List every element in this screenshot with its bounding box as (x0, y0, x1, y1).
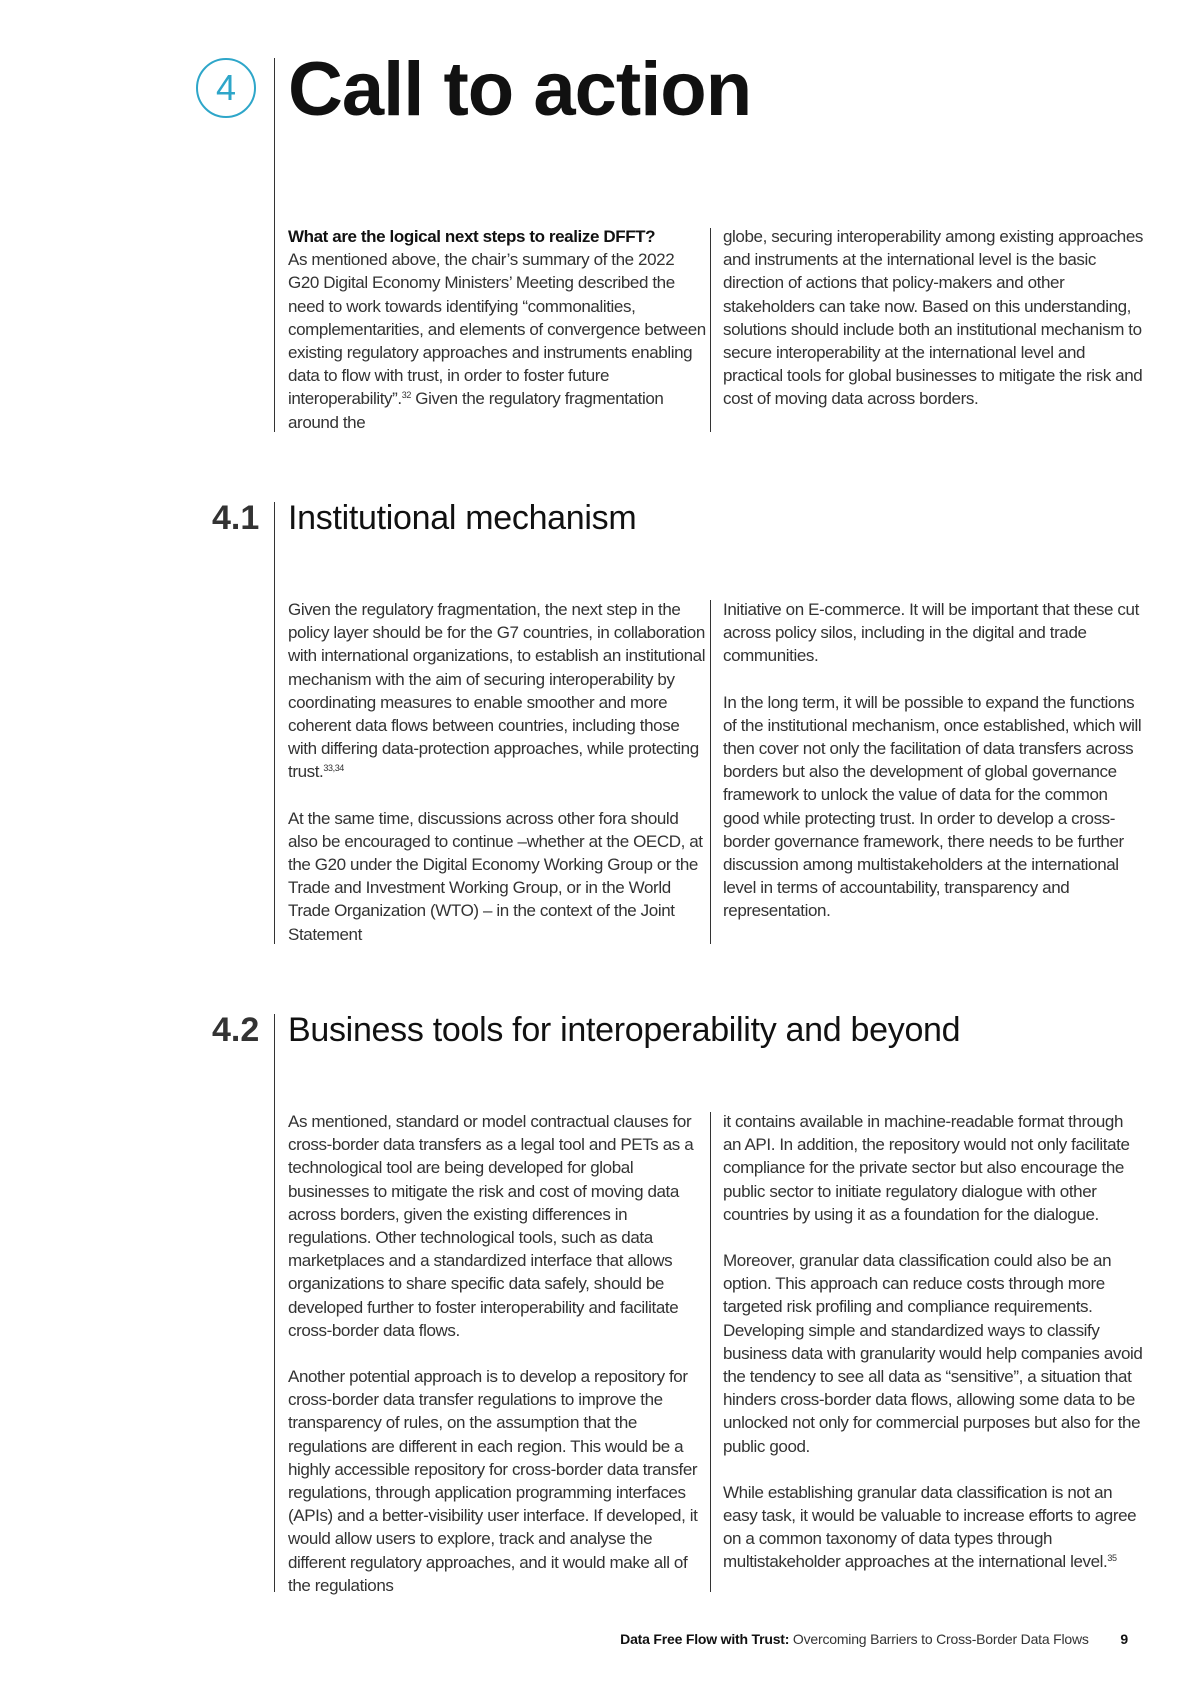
section1-paragraph-4: In the long term, it will be possible to expand the functions of the institutional mechanism, once established, which will then cover not only the facilitation of data transfers across borders but also the development of global governance framework to unlock the value of data for the common good while protecting trust. In order to develop a cross-border governance framework, there needs to be further discussion among multistakeholders at the international level in terms of accountability, transparency and representation. (723, 692, 1142, 921)
section2-paragraph-2: Another potential approach is to develop a repository for cross-border data transfer regulations to improve the transparency of rules, on the assumption that the regulations are different in each region. This would be a highly accessible repository for cross-border data transfer regulations, through application programming interfaces (APIs) and a better-visibility user interface. If developed, it would allow users to explore, track and analyse the different regulatory approaches, and it would make all of the regulations (288, 1367, 698, 1595)
footnote-ref: 35 (1107, 1553, 1117, 1564)
section1-right-column (723, 598, 1143, 923)
page-footer (620, 1631, 1128, 1647)
section2-right-column (723, 1110, 1143, 1574)
section2-paragraph-5: While establishing granular data classification is not an easy task, it would be valuable to increase efforts to agree on a common taxonomy of data types through multistakeholder approaches at the international level. (723, 1482, 1137, 1572)
column-divider (710, 228, 711, 432)
section-number: 4.1 (212, 499, 260, 537)
chapter-intro-text: As mentioned above, the chair’s summary of the 2022 G20 Digital Economy Ministers’ Meeting described the need to work towards identifying “commonalities, complementarities, and elements of convergence between existing regulatory approaches and instruments enabling data to flow with trust, in order to foster future interoperability”. (288, 250, 706, 409)
chapter-intro-left-column (288, 225, 708, 434)
section2-left-column (288, 1110, 708, 1597)
column-divider (710, 1112, 711, 1592)
section-title: Business tools for interoperability and beyond (288, 1011, 961, 1049)
footer-report-subtitle: Overcoming Barriers to Cross-Border Data Flows (792, 1631, 1089, 1647)
section-divider (274, 1014, 275, 1592)
chapter-question: What are the logical next steps to realize DFFT? (288, 227, 656, 246)
chapter-intro-tail: Given the regulatory fragmentation around the (288, 389, 664, 432)
footer-report-title: Data Free Flow with Trust: (620, 1631, 790, 1647)
page-number: 9 (1120, 1631, 1128, 1647)
column-divider (710, 600, 711, 944)
section-number: 4.2 (212, 1011, 260, 1049)
section2-paragraph-4: Moreover, granular data classification could also be an option. This approach can reduce costs through more targeted risk profiling and compliance requirements. Developing simple and standardized ways to classify business data with granularity would help companies avoid the tendency to see all data as “sensitive”, a situation that hinders cross-border data flows, allowing some data to be unlocked not only for commercial purposes but also for the public good. (723, 1251, 1143, 1456)
chapter-divider (274, 58, 275, 432)
section2-paragraph-3: it contains available in machine-readable format through an API. In addition, the repository would not only facilitate compliance for the private sector but also encourage the public sector to initiate regulatory dialogue with other countries by using it as a foundation for the dialogue. (723, 1112, 1130, 1224)
footnote-ref: 32 (401, 390, 411, 401)
chapter-number-badge: 4 (196, 58, 256, 118)
section-divider (274, 502, 275, 944)
section1-paragraph-2: At the same time, discussions across other fora should also be encouraged to continue –whether at the OECD, at the G20 under the Digital Economy Working Group or the Trade and Investment Working Group, or in the World Trade Organization (WTO) – in the context of the Joint Statement (288, 808, 703, 944)
footnote-ref: 33,34 (323, 763, 344, 774)
section1-paragraph-3: Initiative on E-commerce. It will be important that these cut across policy silos, including in the digital and trade communities. (723, 600, 1139, 666)
chapter-intro-continued: globe, securing interoperability among existing approaches and instruments at the international level is the basic direction of actions that policy-makers and other stakeholders can take now. Based on this understanding, solutions should include both an institutional mechanism to secure interoperability at the international level and practical tools for global businesses to mitigate the risk and cost of moving data across borders. (723, 227, 1144, 409)
section2-paragraph-1: As mentioned, standard or model contractual clauses for cross-border data transfers as a legal tool and PETs as a technological tool are being developed for global businesses to mitigate the risk and cost of moving data across borders, given the existing differences in regulations. Other technological tools, such as data marketplaces and a standardized interface that allows organizations to share specific data safely, should be developed further to foster interoperability and facilitate cross-border data flows. (288, 1112, 694, 1340)
section1-paragraph-1: Given the regulatory fragmentation, the next step in the policy layer should be for the G7 countries, in collaboration with international organizations, to establish an institutional mechanism with the aim of securing interoperability by coordinating measures to enable smoother and more coherent data flows between countries, including those with differing data-protection approaches, while protecting trust. (288, 600, 706, 782)
section1-left-column (288, 598, 708, 946)
section-title: Institutional mechanism (288, 499, 637, 537)
chapter-title: Call to action (288, 47, 752, 132)
chapter-intro-right-column (723, 225, 1143, 411)
